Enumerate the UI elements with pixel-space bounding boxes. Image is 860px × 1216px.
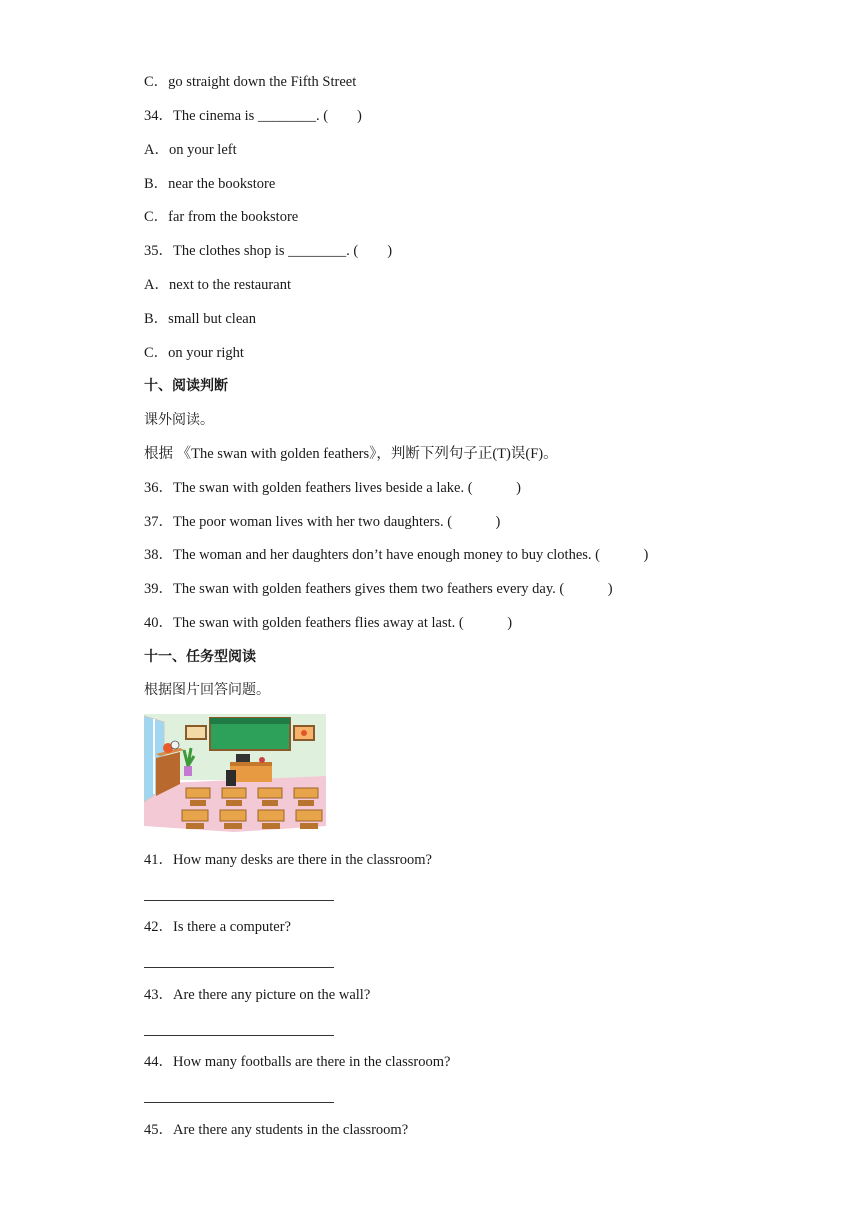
answer-line-41[interactable] [144, 900, 334, 901]
question-42: 42．Is there a computer? [144, 919, 291, 935]
question-43: 43．Are there any picture on the wall? [144, 987, 371, 1003]
option-35a: A．next to the restaurant [144, 277, 291, 293]
answer-line-42[interactable] [144, 967, 334, 968]
section-10-title: 十、阅读判断 [144, 378, 228, 394]
question-34: 34．The cinema is ________. ( ) [144, 108, 362, 124]
option-34b: B．near the bookstore [144, 176, 276, 192]
question-38: 38．The woman and her daughters don’t have enough money to buy clothes. ( ) [144, 547, 649, 563]
question-35: 35．The clothes shop is ________. ( ) [144, 243, 393, 259]
classroom-image [144, 714, 326, 832]
question-37: 37．The poor woman lives with her two daughters. ( ) [144, 514, 501, 530]
question-39: 39．The swan with golden feathers gives them two feathers every day. ( ) [144, 581, 613, 597]
question-45: 45．Are there any students in the classroom? [144, 1122, 409, 1138]
section-11-title: 十一、任务型阅读 [144, 649, 256, 665]
question-36: 36．The swan with golden feathers lives beside a lake. ( ) [144, 480, 521, 496]
answer-line-43[interactable] [144, 1035, 334, 1036]
option-35b: B．small but clean [144, 311, 256, 327]
section-10-intro: 课外阅读。 [144, 412, 214, 428]
section-11-instruction: 根据图片回答问题。 [144, 682, 270, 698]
option-34c: C．far from the bookstore [144, 209, 299, 225]
option-34a: A．on your left [144, 142, 237, 158]
option-33c: C．go straight down the Fifth Street [144, 74, 357, 90]
question-40: 40．The swan with golden feathers flies away at last. ( ) [144, 615, 513, 631]
section-10-instruction: 根据 《The swan with golden feathers》，判断下列句子正(T)误(F)。 [144, 446, 558, 462]
option-35c: C．on your right [144, 345, 244, 361]
answer-line-44[interactable] [144, 1102, 334, 1103]
question-41: 41．How many desks are there in the classroom? [144, 852, 432, 868]
question-44: 44．How many footballs are there in the classroom? [144, 1054, 451, 1070]
